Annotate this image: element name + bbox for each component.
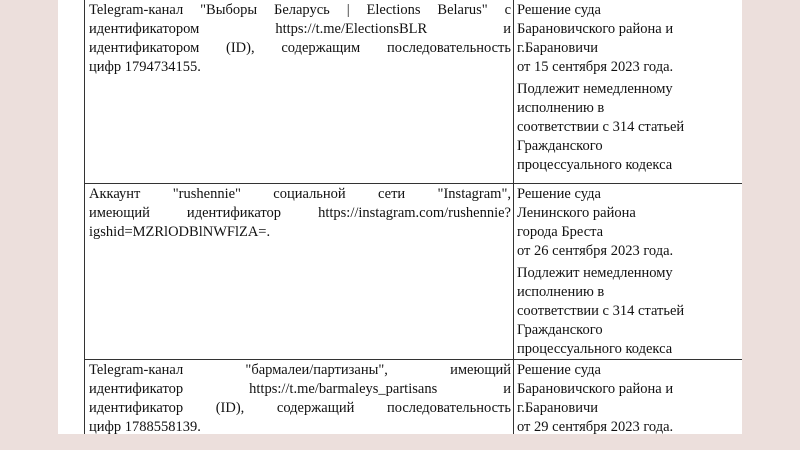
table-row bbox=[85, 0, 743, 184]
resource-line: идентификатор https://t.me/barmaleys_partisans и bbox=[89, 381, 511, 397]
decision-line: Барановичского района и bbox=[517, 21, 674, 37]
enforcement-line: исполнению в bbox=[517, 284, 605, 300]
decision-line: Ленинского района bbox=[517, 205, 636, 221]
decision-date: от 26 сентября 2023 года. bbox=[517, 243, 674, 259]
resource-line: имеющий идентификатор https://instagram.com/rushennie? bbox=[89, 205, 511, 221]
resource-line: igshid=MZRlODBlNWFlZA=. bbox=[89, 224, 271, 240]
resource-line: цифр 1788558139. bbox=[89, 419, 201, 434]
decision-line: Барановичского района и bbox=[517, 381, 674, 397]
decision-line: Решение суда bbox=[517, 362, 601, 378]
enforcement-line: Гражданского bbox=[517, 138, 603, 154]
enforcement-line: соответствии с 314 статьей bbox=[517, 119, 685, 135]
court-decision-cell bbox=[514, 184, 743, 360]
decision-line: г.Барановичи bbox=[517, 40, 599, 56]
decision-line: города Бреста bbox=[517, 224, 604, 240]
enforcement-line: Гражданского bbox=[517, 322, 603, 338]
enforcement-line: соответствии с 314 статьей bbox=[517, 303, 685, 319]
resource-description-cell bbox=[85, 184, 514, 360]
table-row bbox=[85, 184, 743, 360]
resource-line: Telegram-канал "Выборы Беларусь | Elections Belarus" с bbox=[89, 2, 511, 18]
resource-description-cell bbox=[85, 360, 514, 435]
resource-line: идентификатором (ID), содержащим последовательность bbox=[89, 40, 511, 56]
table-row bbox=[85, 360, 743, 435]
decision-line: Решение суда bbox=[517, 2, 601, 18]
resource-line: Аккаунт "rushennie" социальной сети "Instagram", bbox=[89, 186, 511, 202]
enforcement-line: исполнению в bbox=[517, 100, 605, 116]
resource-line: идентификатор (ID), содержащий последовательность bbox=[89, 400, 511, 416]
decision-date: от 15 сентября 2023 года. bbox=[517, 59, 674, 75]
decision-line: Решение суда bbox=[517, 186, 601, 202]
resource-line: цифр 1794734155. bbox=[89, 59, 201, 75]
extremist-materials-table bbox=[84, 0, 742, 434]
resource-line: идентификатором https://t.me/ElectionsBLR и bbox=[89, 21, 511, 37]
court-decision-cell bbox=[514, 0, 743, 184]
decision-line: г.Барановичи bbox=[517, 400, 599, 416]
enforcement-line: Подлежит немедленному bbox=[517, 265, 673, 281]
resource-description-cell bbox=[85, 0, 514, 184]
decision-date: от 29 сентября 2023 года. bbox=[517, 419, 674, 434]
enforcement-line: Подлежит немедленному bbox=[517, 81, 673, 97]
document-page bbox=[58, 0, 742, 434]
enforcement-line: процессуального кодекса bbox=[517, 341, 673, 357]
resource-line: Telegram-канал "бармалеи/партизаны", имеющий bbox=[89, 362, 511, 378]
court-decision-cell bbox=[514, 360, 743, 435]
enforcement-line: процессуального кодекса bbox=[517, 157, 673, 173]
